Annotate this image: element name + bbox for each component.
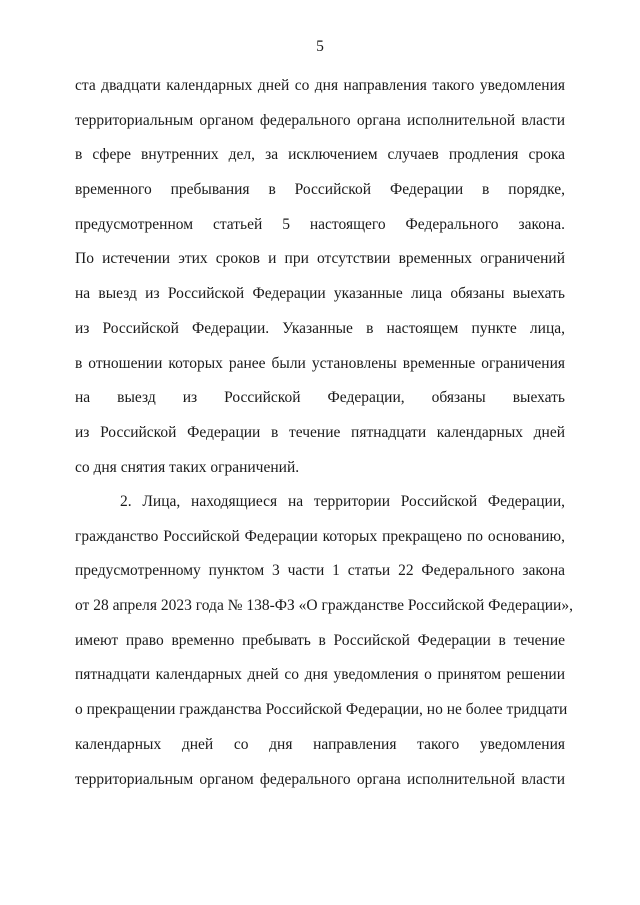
text-line: территориальным органом федерального органа исполнительной власти [75, 111, 565, 129]
text-line: в отношении которых ранее были установлены временные ограничения [75, 354, 565, 372]
page-number: 5 [316, 38, 324, 55]
text-line: предусмотренном статьей 5 настоящего Федерального закона. [75, 215, 565, 233]
text-line: из Российской Федерации. Указанные в настоящем пункте лица, [75, 319, 565, 337]
text-line: из Российской Федерации в течение пятнадцати календарных дней [75, 423, 565, 441]
text-line: имеют право временно пребывать в Российской Федерации в течение [75, 631, 565, 649]
text-line: временного пребывания в Российской Федерации в порядке, [75, 181, 565, 199]
text-line: о прекращении гражданства Российской Федерации, но не более тридцати [75, 701, 568, 719]
text-line: со дня снятия таких ограничений. [75, 458, 300, 476]
text-line: в сфере внутренних дел, за исключением случаев продления срока [75, 146, 565, 164]
text-line: По истечении этих сроков и при отсутствии временных ограничений [75, 250, 565, 268]
text-line: на выезд из Российской Федерации, обязаны выехать [75, 389, 565, 407]
text-line: на выезд из Российской Федерации указанные лица обязаны выехать [75, 285, 565, 303]
text-line: календарных дней со дня направления такого уведомления [75, 735, 565, 753]
text-line: пятнадцати календарных дней со дня уведомления о принятом решении [75, 666, 565, 684]
text-line: 2. Лица, находящиеся на территории Российской Федерации, [120, 493, 565, 510]
paragraph-item-2 [75, 492, 573, 804]
text-line: от 28 апреля 2023 года № 138-ФЗ «О гражданстве Российской Федерации», [75, 597, 573, 615]
paragraph-continuation [75, 76, 565, 492]
text-line: предусмотренному пунктом 3 части 1 статьи 22 Федерального закона [75, 562, 565, 580]
text-line: ста двадцати календарных дней со дня направления такого уведомления [75, 77, 565, 94]
text-line: территориальным органом федерального органа исполнительной власти [75, 770, 565, 788]
text-line: гражданство Российской Федерации которых прекращено по основанию, [75, 527, 565, 545]
